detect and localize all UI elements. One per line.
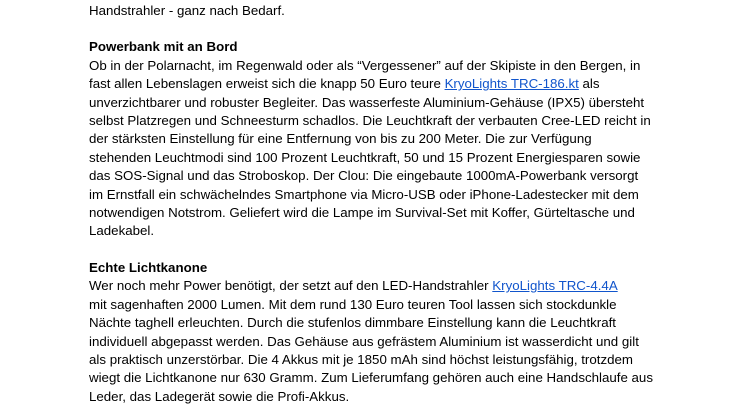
section-heading-powerbank: Powerbank mit an Bord [89, 39, 238, 55]
paragraph-line: wiegt die Lichtkanone nur 630 Gramm. Zum Lieferumfang gehören auch eine Handschlaufe aus [89, 370, 653, 386]
section-heading-lichtkanone: Echte Lichtkanone [89, 259, 208, 275]
paragraph-line: unverzichtbarer und robuster Begleiter. Das wasserfeste Aluminium-Gehäuse (IPX5) übersteht [89, 94, 645, 110]
paragraph-line: das SOS-Signal und das Stroboskop. Der Clou: Die eingebaute 1000mA-Powerbank versorgt [89, 168, 639, 184]
paragraph-line: im Ernstfall ein schwächelndes Smartphone via Micro-USB oder iPhone-Ladestecker mit dem [89, 186, 639, 202]
product-link-trc-4-4a[interactable]: KryoLights TRC-4.4A [492, 278, 618, 294]
paragraph-line: Leder, das Ladegerät sowie die Profi-Akkus. [89, 388, 350, 404]
paragraph-line: fast allen Lebenslagen erweist sich die knapp 50 Euro teure KryoLights TRC-186.kt als [89, 76, 600, 92]
paragraph-line: selbst Platzregen und Schneesturm schadlos. Die Leuchtkraft der verbauten Cree-LED reicht in [89, 113, 651, 129]
paragraph-line: Wer noch mehr Power benötigt, der setzt auf den LED-Handstrahler KryoLights TRC-4.4A [89, 278, 618, 294]
intro-paragraph-tail: Handstrahler - ganz nach Bedarf. [89, 3, 285, 18]
paragraph-line: der stärksten Einstellung für eine Entfernung von bis zu 200 Meter. Die zur Verfügung [89, 131, 592, 147]
document-page [89, 0, 729, 406]
paragraph-line: mit sagenhaften 2000 Lumen. Mit dem rund 130 Euro teuren Tool lassen sich stockdunkle [89, 296, 617, 312]
paragraph-line: Ob in der Polarnacht, im Regenwald oder als “Vergessener” auf der Skipiste in den Bergen, in [89, 57, 641, 73]
paragraph-line: Ladekabel. [89, 223, 155, 239]
section-paragraph-lichtkanone [89, 277, 729, 406]
paragraph-line: Nächte taghell erleuchten. Durch die stufenlos dimmbare Einstellung kann die Leuchtkraft [89, 315, 617, 331]
paragraph-line: individuell abgepasst werden. Das Gehäuse aus gefrästem Aluminium ist wasserdicht und gilt [89, 333, 639, 349]
section-paragraph-powerbank [89, 57, 729, 241]
paragraph-line: notwendigen Notstrom. Geliefert wird die Lampe im Survival-Set mit Koffer, Gürteltasche und [89, 205, 635, 221]
paragraph-line: stehenden Leuchtmodi sind 100 Prozent Leuchtkraft, 50 und 15 Prozent Energiesparen sowie [89, 149, 641, 165]
paragraph-line: als praktisch unzerstörbar. Die 4 Akkus mit je 1850 mAh sind höchst leistungsfähig, trotzdem [89, 351, 633, 367]
product-link-trc-186[interactable]: KryoLights TRC-186.kt [444, 76, 579, 92]
